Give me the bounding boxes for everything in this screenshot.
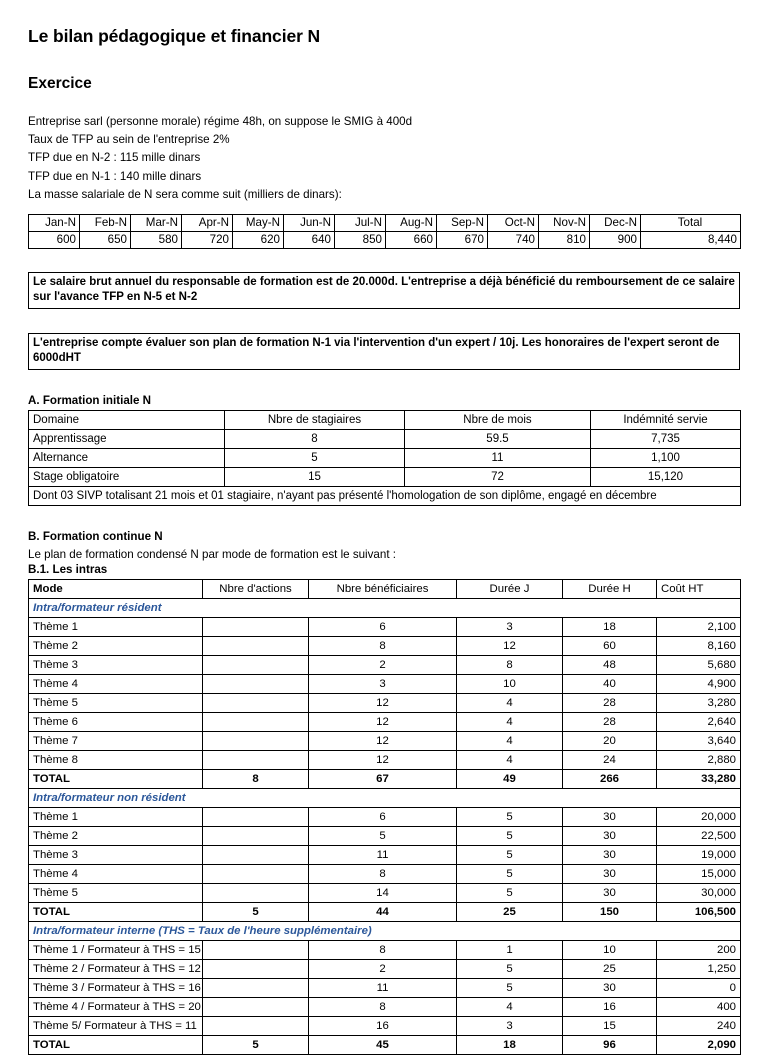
cell-duree-j: 5 [457,826,563,845]
cell-cout: 22,500 [657,826,741,845]
cell-beneficiaires: 14 [309,883,457,902]
cell-duree-h: 30 [563,826,657,845]
cell-mode: Thème 3 [29,845,203,864]
cell-duree-j: 1 [457,940,563,959]
cell-mode: Thème 8 [29,750,203,769]
page-title: Le bilan pédagogique et financier N [28,26,321,46]
column-header-duree-j: Durée J [457,579,563,598]
intras-table-wrapper [28,579,740,1055]
table-row [29,429,741,448]
cell-mode: Thème 4 [29,674,203,693]
month-header: Aug-N [386,214,437,231]
cell-duree-h: 30 [563,807,657,826]
cell-beneficiaires: 11 [309,845,457,864]
cell-mode: Thème 2 [29,826,203,845]
cell-duree-h: 30 [563,845,657,864]
note-box-expert: L'entreprise compte évaluer son plan de formation N-1 via l'intervention d'un expert / 10j. Les honoraires de l'expert seront de 6000dHT [28,333,740,370]
cell-cout: 5,680 [657,655,741,674]
cell-duree-j: 4 [457,693,563,712]
section-b1-label: B.1. Les intras [28,562,108,576]
cell-cout: 8,160 [657,636,741,655]
cell-beneficiaires: 8 [309,636,457,655]
cell-duree-j: 12 [457,636,563,655]
section-heading-exercice: Exercice [28,75,92,92]
table-row [29,978,741,997]
cell-duree-j: 5 [457,864,563,883]
cell-mode: Thème 3 / Formateur à THS = 16 [29,978,203,997]
cell-mode: Thème 7 [29,731,203,750]
month-header: Jan-N [29,214,80,231]
cell-cout: 2,100 [657,617,741,636]
cell-actions [203,712,309,731]
cell-stagiaires: 5 [225,448,405,467]
cell-mode: Thème 3 [29,655,203,674]
cell-cout: 240 [657,1016,741,1035]
column-header-mode: Mode [29,579,203,598]
month-value: 850 [335,231,386,248]
cell-actions [203,883,309,902]
group-header-row [29,598,741,617]
month-value: 670 [437,231,488,248]
intras-table [28,579,741,1055]
group-title-resident: Intra/formateur résident [29,598,741,617]
cell-beneficiaires: 2 [309,655,457,674]
cell-beneficiaires: 11 [309,978,457,997]
intro-line: TFP due en N-1 : 140 mille dinars [28,169,202,183]
table-row [29,826,741,845]
cell-total-label: TOTAL [29,902,203,921]
table-row [29,845,741,864]
table-row [29,636,741,655]
cell-duree-h: 15 [563,1016,657,1035]
footnote-sivp: Dont 03 SIVP totalisant 21 mois et 01 stagiaire, n'ayant pas présenté l'homologation de son diplôme, engagé en décembre [29,486,741,505]
cell-duree-h: 30 [563,978,657,997]
intro-paragraph [28,113,740,205]
cell-cout: 4,900 [657,674,741,693]
month-value: 580 [131,231,182,248]
cell-total-beneficiaires: 45 [309,1035,457,1054]
table-footnote-row [29,486,741,505]
month-header: Dec-N [590,214,641,231]
group-header-row [29,921,741,940]
cell-total-actions: 5 [203,902,309,921]
cell-duree-j: 4 [457,712,563,731]
cell-beneficiaires: 12 [309,731,457,750]
cell-indemnite: 15,120 [591,467,741,486]
cell-actions [203,655,309,674]
cell-duree-j: 5 [457,845,563,864]
section-b-label: B. Formation continue N [28,529,163,543]
cell-beneficiaires: 12 [309,750,457,769]
cell-actions [203,845,309,864]
cell-total-beneficiaires: 44 [309,902,457,921]
cell-duree-h: 24 [563,750,657,769]
month-value: 720 [182,231,233,248]
formation-initiale-table [28,410,741,506]
cell-duree-j: 4 [457,731,563,750]
cell-mode: Thème 6 [29,712,203,731]
cell-total-duree-j: 18 [457,1035,563,1054]
cell-duree-j: 3 [457,617,563,636]
column-header-mois: Nbre de mois [405,410,591,429]
cell-total-actions: 5 [203,1035,309,1054]
month-header: Apr-N [182,214,233,231]
cell-duree-h: 18 [563,617,657,636]
cell-mode: Thème 1 [29,617,203,636]
cell-total-label: TOTAL [29,1035,203,1054]
cell-actions [203,826,309,845]
cell-cout: 19,000 [657,845,741,864]
cell-duree-j: 4 [457,750,563,769]
cell-mode: Thème 5/ Formateur à THS = 11 [29,1016,203,1035]
cell-beneficiaires: 8 [309,864,457,883]
table-row [29,959,741,978]
cell-mode: Thème 4 [29,864,203,883]
table-row [29,674,741,693]
cell-cout: 20,000 [657,807,741,826]
cell-cout: 400 [657,997,741,1016]
cell-beneficiaires: 6 [309,807,457,826]
table-row [29,231,741,248]
cell-mois: 72 [405,467,591,486]
cell-total-actions: 8 [203,769,309,788]
cell-duree-h: 48 [563,655,657,674]
table-total-row [29,769,741,788]
total-header: Total [641,214,741,231]
cell-stagiaires: 15 [225,467,405,486]
cell-beneficiaires: 2 [309,959,457,978]
section-a-label: A. Formation initiale N [28,393,152,407]
cell-duree-h: 60 [563,636,657,655]
table-row [29,448,741,467]
month-header: Nov-N [539,214,590,231]
cell-actions [203,978,309,997]
cell-domaine: Alternance [29,448,225,467]
section-b-intro: Le plan de formation condensé N par mode de formation est le suivant : [28,547,396,561]
total-value: 8,440 [641,231,741,248]
intro-line: Entreprise sarl (personne morale) régime 48h, on suppose le SMIG à 400d [28,114,413,128]
table-header-row [29,410,741,429]
table-total-row [29,902,741,921]
cell-actions [203,750,309,769]
table-row [29,712,741,731]
table-row [29,883,741,902]
column-header-indemnite: Indémnité servie [591,410,741,429]
cell-actions [203,617,309,636]
cell-duree-j: 8 [457,655,563,674]
table-row [29,731,741,750]
group-title-non-resident: Intra/formateur non résident [29,788,741,807]
table-row [29,997,741,1016]
table-header-row [29,579,741,598]
cell-duree-j: 5 [457,807,563,826]
table-row [29,807,741,826]
cell-duree-h: 40 [563,674,657,693]
salary-table-wrapper [28,214,740,249]
cell-duree-j: 4 [457,997,563,1016]
cell-total-beneficiaires: 67 [309,769,457,788]
cell-duree-h: 16 [563,997,657,1016]
cell-duree-h: 30 [563,864,657,883]
column-header-beneficiaires: Nbre bénéficiaires [309,579,457,598]
cell-actions [203,636,309,655]
month-value: 600 [29,231,80,248]
month-header: Mar-N [131,214,182,231]
month-value: 650 [80,231,131,248]
cell-indemnite: 7,735 [591,429,741,448]
cell-total-cout: 106,500 [657,902,741,921]
cell-actions [203,731,309,750]
cell-actions [203,693,309,712]
month-value: 640 [284,231,335,248]
month-header: Jun-N [284,214,335,231]
column-header-duree-h: Durée H [563,579,657,598]
cell-mode: Thème 5 [29,883,203,902]
cell-cout: 2,880 [657,750,741,769]
intro-line: La masse salariale de N sera comme suit (milliers de dinars): [28,188,342,202]
cell-total-duree-h: 266 [563,769,657,788]
monthly-salary-table [28,214,741,249]
group-title-interne: Intra/formateur interne (THS = Taux de l'heure supplémentaire) [29,921,741,940]
intro-line: Taux de TFP au sein de l'entreprise 2% [28,133,230,146]
cell-mode: Thème 5 [29,693,203,712]
cell-mode: Thème 1 / Formateur à THS = 15 [29,940,203,959]
cell-total-cout: 33,280 [657,769,741,788]
table-row [29,940,741,959]
group-header-row [29,788,741,807]
month-header: May-N [233,214,284,231]
cell-beneficiaires: 12 [309,712,457,731]
cell-actions [203,807,309,826]
month-header: Oct-N [488,214,539,231]
cell-mode: Thème 1 [29,807,203,826]
month-header: Sep-N [437,214,488,231]
month-value: 620 [233,231,284,248]
cell-duree-j: 3 [457,1016,563,1035]
cell-cout: 3,640 [657,731,741,750]
month-value: 740 [488,231,539,248]
month-value: 660 [386,231,437,248]
column-header-stagiaires: Nbre de stagiaires [225,410,405,429]
cell-duree-h: 25 [563,959,657,978]
cell-duree-j: 5 [457,959,563,978]
cell-total-cout: 2,090 [657,1035,741,1054]
cell-actions [203,959,309,978]
cell-cout: 200 [657,940,741,959]
table-row [29,617,741,636]
cell-cout: 15,000 [657,864,741,883]
cell-duree-j: 5 [457,978,563,997]
cell-mois: 59.5 [405,429,591,448]
table-row [29,467,741,486]
cell-cout: 0 [657,978,741,997]
cell-cout: 3,280 [657,693,741,712]
cell-total-duree-h: 96 [563,1035,657,1054]
cell-mode: Thème 2 [29,636,203,655]
cell-indemnite: 1,100 [591,448,741,467]
column-header-cout: Coût HT [657,579,741,598]
table-row [29,864,741,883]
cell-duree-h: 28 [563,712,657,731]
column-header-actions: Nbre d'actions [203,579,309,598]
cell-total-duree-j: 49 [457,769,563,788]
month-header: Feb-N [80,214,131,231]
cell-stagiaires: 8 [225,429,405,448]
cell-beneficiaires: 5 [309,826,457,845]
cell-actions [203,674,309,693]
cell-cout: 2,640 [657,712,741,731]
cell-actions [203,1016,309,1035]
table-row [29,1016,741,1035]
month-header: Jul-N [335,214,386,231]
cell-beneficiaires: 12 [309,693,457,712]
cell-cout: 30,000 [657,883,741,902]
cell-beneficiaires: 3 [309,674,457,693]
table-row [29,655,741,674]
cell-actions [203,940,309,959]
table-header-row [29,214,741,231]
intro-line: TFP due en N-2 : 115 mille dinars [28,151,201,165]
cell-duree-h: 28 [563,693,657,712]
cell-beneficiaires: 8 [309,997,457,1016]
cell-total-duree-j: 25 [457,902,563,921]
cell-cout: 1,250 [657,959,741,978]
cell-actions [203,997,309,1016]
month-value: 810 [539,231,590,248]
table-row [29,693,741,712]
cell-beneficiaires: 6 [309,617,457,636]
cell-mode: Thème 2 / Formateur à THS = 12 [29,959,203,978]
cell-total-duree-h: 150 [563,902,657,921]
cell-mode: Thème 4 / Formateur à THS = 20 [29,997,203,1016]
cell-duree-j: 5 [457,883,563,902]
cell-beneficiaires: 16 [309,1016,457,1035]
cell-beneficiaires: 8 [309,940,457,959]
cell-duree-h: 30 [563,883,657,902]
cell-total-label: TOTAL [29,769,203,788]
table-row [29,750,741,769]
column-header-domaine: Domaine [29,410,225,429]
cell-domaine: Stage obligatoire [29,467,225,486]
cell-duree-j: 10 [457,674,563,693]
note-box-salary: Le salaire brut annuel du responsable de formation est de 20.000d. L'entreprise a déjà bénéficié du remboursement de ce salaire sur l'avance TFP en N-5 et N-2 [28,272,740,309]
cell-actions [203,864,309,883]
cell-mois: 11 [405,448,591,467]
month-value: 900 [590,231,641,248]
cell-duree-h: 20 [563,731,657,750]
table-total-row [29,1035,741,1054]
cell-domaine: Apprentissage [29,429,225,448]
cell-duree-h: 10 [563,940,657,959]
